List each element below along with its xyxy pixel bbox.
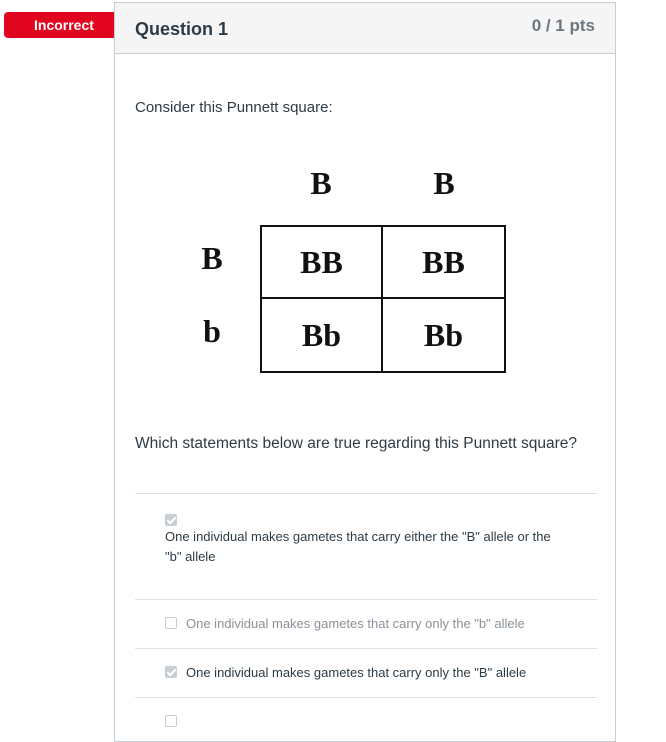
answer-option[interactable] — [135, 600, 597, 649]
answer-list — [135, 493, 597, 738]
answer-checkbox[interactable] — [165, 617, 177, 629]
punnett-grid — [260, 225, 506, 373]
question-prompt: Which statements below are true regarding this Punnett square? — [135, 435, 577, 452]
incorrect-badge — [4, 12, 114, 38]
answer-option[interactable] — [135, 698, 597, 738]
column-header: B — [433, 165, 455, 201]
answer-text: One individual makes gametes that carry only the "b" allele — [186, 616, 525, 631]
answer-checkbox[interactable] — [165, 715, 177, 727]
column-header: B — [310, 165, 332, 201]
question-title: Question 1 — [135, 19, 229, 39]
question-intro: Consider this Punnett square: — [135, 99, 333, 116]
answer-checkbox[interactable] — [165, 514, 177, 526]
punnett-cell: BB — [383, 227, 504, 299]
question-panel — [114, 2, 616, 742]
row-header: b — [203, 313, 221, 349]
row-header: B — [201, 240, 223, 276]
answer-text: One individual makes gametes that carry either the "B" allele or the "b" allele — [165, 529, 551, 564]
incorrect-badge-label: Incorrect — [34, 17, 94, 33]
answer-option[interactable] — [135, 649, 597, 698]
question-header — [115, 3, 615, 54]
answer-text: One individual makes gametes that carry only the "B" allele — [186, 665, 527, 680]
punnett-cell: Bb — [262, 299, 383, 371]
punnett-cell: Bb — [423, 316, 464, 353]
answer-option[interactable] — [135, 494, 597, 600]
punnett-square — [115, 153, 615, 393]
question-points: 0 / 1 pts — [531, 16, 595, 35]
punnett-cell: BB — [262, 227, 383, 299]
answer-checkbox[interactable] — [165, 666, 177, 678]
